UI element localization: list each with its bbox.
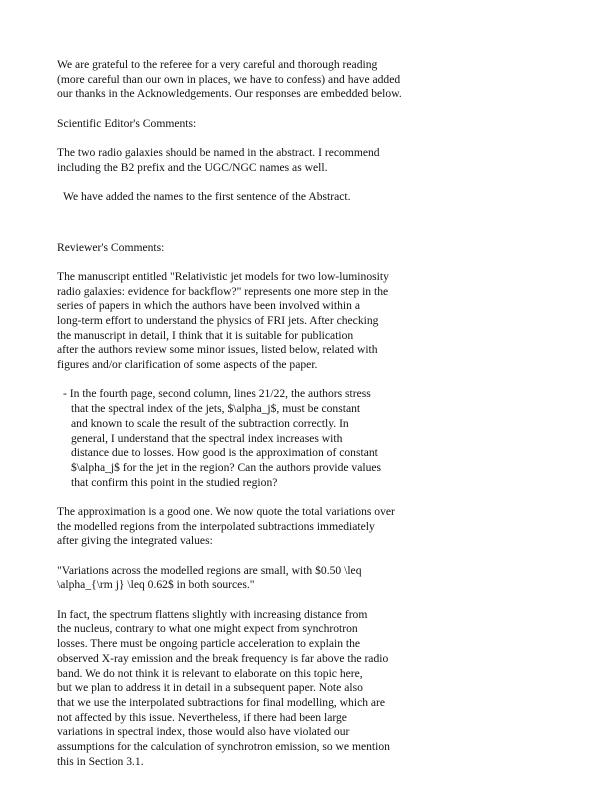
editor-comment-line: The two radio galaxies should be named in the abstract. I recommend <box>57 146 380 160</box>
response-line: assumptions for the calculation of synchrotron emission, so we mention <box>57 739 390 753</box>
editor-comment-line: including the B2 prefix and the UGC/NGC names as well. <box>57 160 328 174</box>
response-line: the nucleus, contrary to what one might expect from synchrotron <box>57 622 358 636</box>
response-paragraph-2 <box>57 608 577 770</box>
reviewer-point-line: $\alpha_j$ for the jet in the region? Can the authors provide values <box>71 460 382 474</box>
response-line: The approximation is a good one. We now quote the total variations over <box>57 504 395 518</box>
reviewer-point-line: and known to scale the result of the subtraction correctly. In <box>71 416 349 430</box>
response-line: that we use the interpolated subtractions for final modelling, which are <box>57 695 386 709</box>
reviewer-intro-line: figures and/or clarification of some aspects of the paper. <box>57 358 318 372</box>
reviewer-intro-line: the manuscript in detail, I think that it is suitable for publication <box>57 328 354 342</box>
reviewer-point-line: distance due to losses. How good is the approximation of constant <box>71 446 378 460</box>
reviewer-intro-line: radio galaxies: evidence for backflow?" represents one more step in the <box>57 284 389 298</box>
intro-line: (more careful than our own in places, we have to confess) and have added <box>57 72 401 86</box>
intro-paragraph <box>57 58 577 102</box>
reviewer-intro <box>57 270 577 373</box>
response-line: the modelled regions from the interpolated subtractions immediately <box>57 519 375 533</box>
editor-heading: Scientific Editor's Comments: <box>57 116 197 130</box>
reviewer-point-line: that the spectral index of the jets, $\alpha_j$, must be constant <box>71 402 361 416</box>
response-letter <box>57 58 577 769</box>
response-line: losses. There must be ongoing particle acceleration to explain the <box>57 637 361 651</box>
intro-line: our thanks in the Acknowledgements. Our responses are embedded below. <box>57 87 402 101</box>
editor-comment <box>57 146 577 175</box>
quote-line: "Variations across the modelled regions are small, with $0.50 \leq <box>57 563 362 577</box>
response-line: band. We do not think it is relevant to elaborate on this topic here, <box>57 666 363 680</box>
response-paragraph <box>57 505 577 549</box>
response-line: variations in spectral index, those would also have violated our <box>57 725 350 739</box>
reviewer-intro-line: after the authors review some minor issues, listed below, related with <box>57 343 378 357</box>
quote-line: \alpha_{\rm j} \leq 0.62$ in both sources." <box>57 578 255 592</box>
reviewer-intro-line: long-term effort to understand the physics of FRI jets. After checking <box>57 314 379 327</box>
intro-line: We are grateful to the referee for a very careful and thorough reading <box>57 58 378 71</box>
response-line: not affected by this issue. Nevertheless, if there had been large <box>57 710 347 724</box>
response-line: observed X-ray emission and the break frequency is far above the radio <box>57 651 389 665</box>
reviewer-intro-line: The manuscript entitled "Relativistic jet models for two low-luminosity <box>57 269 389 283</box>
response-line: after giving the integrated values: <box>57 534 213 548</box>
reviewer-point-line: - In the fourth page, second column, lines 21/22, the authors stress <box>63 387 371 401</box>
reviewer-point-line: general, I understand that the spectral index increases with <box>71 431 343 445</box>
reviewer-heading: Reviewer's Comments: <box>57 240 165 254</box>
reviewer-point-line: that confirm this point in the studied region? <box>71 475 278 489</box>
reviewer-intro-line: series of papers in which the authors have been involved within a <box>57 299 360 313</box>
response-line: but we plan to address it in detail in a subsequent paper. Note also <box>57 681 363 695</box>
response-line: this in Section 3.1. <box>57 754 144 768</box>
editor-response: We have added the names to the first sentence of the Abstract. <box>63 190 351 204</box>
reviewer-point <box>57 387 577 490</box>
quoted-text <box>57 564 577 593</box>
response-line: In fact, the spectrum flattens slightly with increasing distance from <box>57 607 368 621</box>
